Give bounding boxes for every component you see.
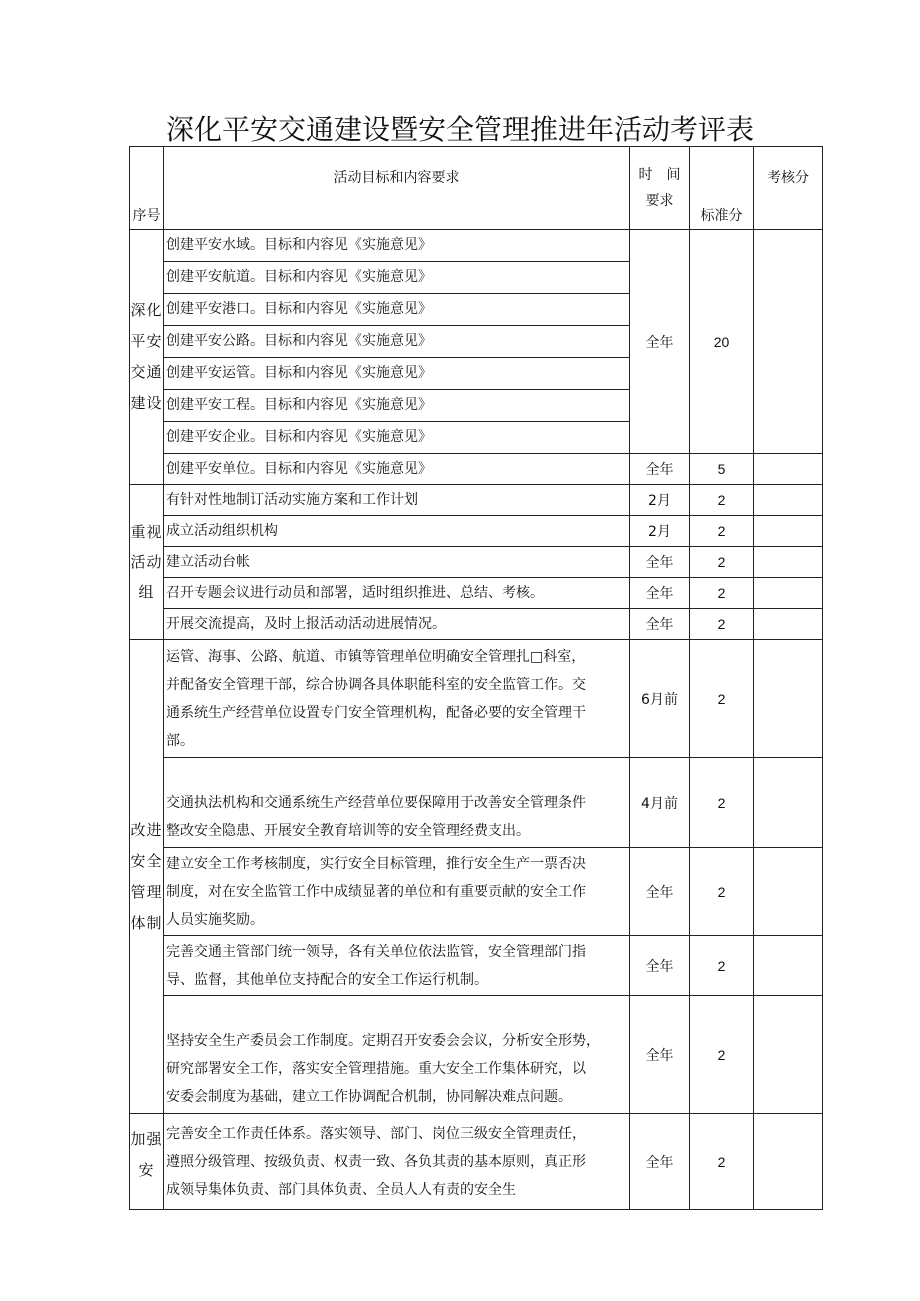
time-cell: 2月 [630,485,690,516]
table-row [130,485,823,516]
score-cell [754,454,823,485]
list-item: 创建平安企业。目标和内容见《实施意见》 [166,429,432,445]
score-cell [754,936,823,996]
time-cell: 2月 [630,516,690,547]
time-cell: 全年 [630,578,690,609]
content-cell: 创建平安单位。目标和内容见《实施意见》 [164,454,630,485]
content-cell: 成立活动组织机构 [164,516,630,547]
content-cell: 有针对性地制订活动实施方案和工作计划 [164,485,630,516]
table-row [130,454,823,485]
table-row [130,547,823,578]
std-cell: 2 [690,758,754,848]
content-cell: 运管、海事、公路、航道、市镇等管理单位明确安全管理扎□科室， 并配备安全管理干部，综合协调各具体职能科室的安全监管工作。交 通系统生产经营单位设置专门安全管理机构，配备必要的安全管理干 部。 [164,640,630,758]
time-cell: 6月前 [630,640,690,758]
score-cell [754,547,823,578]
content-cell: 交通执法机构和交通系统生产经营单位要保障用于改善安全管理条件 整改安全隐患、开展安全教育培训等的安全管理经费支出。 [164,758,630,848]
table-row [130,640,823,758]
time-cell: 全年 [630,936,690,996]
score-cell [754,230,823,454]
content-cell: 建立安全工作考核制度，实行安全目标管理，推行安全生产一票否决 制度，对在安全监管工作中成绩显著的单位和有重要贡献的安全工作 人员实施奖励。 [164,848,630,936]
score-cell [754,1114,823,1210]
subitem-list [164,230,630,454]
header-time: 时 间 要求 [630,147,690,230]
time-cell: 全年 [630,547,690,578]
time-cell: 全年 [630,609,690,640]
std-cell: 2 [690,936,754,996]
content-cell: 开展交流提高，及时上报活动活动进展情况。 [164,609,630,640]
content-cell: 建立活动台帐 [164,547,630,578]
time-cell: 全年 [630,1114,690,1210]
table-row [130,516,823,547]
section-name: 重视 活动 组 [130,485,164,640]
score-cell [754,848,823,936]
table-row [130,996,823,1114]
table-header-row [130,147,823,230]
std-cell: 2 [690,547,754,578]
score-cell [754,609,823,640]
score-cell [754,996,823,1114]
list-item: 创建平安港口。目标和内容见《实施意见》 [164,294,629,326]
time-cell: 全年 [630,454,690,485]
std-cell: 2 [690,848,754,936]
score-cell [754,640,823,758]
std-cell: 2 [690,485,754,516]
std-cell: 2 [690,640,754,758]
std-cell: 2 [690,1114,754,1210]
list-item: 创建平安水域。目标和内容见《实施意见》 [164,230,629,262]
std-cell: 20 [690,230,754,454]
table-row [130,230,823,454]
content-cell: 完善交通主管部门统一领导，各有关单位依法监管，安全管理部门指 导、监督，其他单位支持配合的安全工作运行机制。 [164,936,630,996]
table-row [130,609,823,640]
header-content: 活动目标和内容要求 [164,147,630,230]
time-cell: 全年 [630,996,690,1114]
std-cell: 2 [690,609,754,640]
list-item: 创建平安运管。目标和内容见《实施意见》 [164,358,629,390]
table-row [130,936,823,996]
time-cell: 全年 [630,848,690,936]
std-cell: 2 [690,516,754,547]
content-cell: 召开专题会议进行动员和部署，适时组织推进、总结、考核。 [164,578,630,609]
content-cell: 完善安全工作责任体系。落实领导、部门、岗位三级安全管理责任， 遵照分级管理、按级负责、权责一致、各负其责的基本原则，真正形 成领导集体负责、部门具体负责、全员人人有责的安全生 [164,1114,630,1210]
time-cell: 4月前 [630,758,690,848]
section-name: 改进 安全 管理 体制 [130,640,164,1114]
score-cell [754,758,823,848]
header-std: 标准分 [690,147,754,230]
table-row [130,578,823,609]
content-cell: 坚持安全生产委员会工作制度。定期召开安委会会议，分析安全形势， 研究部署安全工作，落实安全管理措施。重大安全工作集体研究，以 安委会制度为基础，建立工作协调配合机制，协同解决难点问题。 [164,996,630,1114]
std-cell: 5 [690,454,754,485]
section-name: 深化 平安 交通 建设 [130,230,164,485]
list-item: 创建平安工程。目标和内容见《实施意见》 [164,390,629,422]
score-cell [754,485,823,516]
score-cell [754,578,823,609]
time-cell: 全年 [630,230,690,454]
evaluation-table [129,146,823,1210]
list-item: 创建平安公路。目标和内容见《实施意见》 [164,326,629,358]
score-cell [754,516,823,547]
page-title: 深化平安交通建设暨安全管理推进年活动考评表 [165,113,754,146]
section-name: 加强 安 [130,1114,164,1210]
list-item: 创建平安航道。目标和内容见《实施意见》 [164,262,629,294]
header-score: 考核分 [754,147,823,230]
table-row [130,1114,823,1210]
header-seq: 序号 [130,147,164,230]
table-row [130,758,823,848]
std-cell: 2 [690,578,754,609]
std-cell: 2 [690,996,754,1114]
table-row [130,848,823,936]
